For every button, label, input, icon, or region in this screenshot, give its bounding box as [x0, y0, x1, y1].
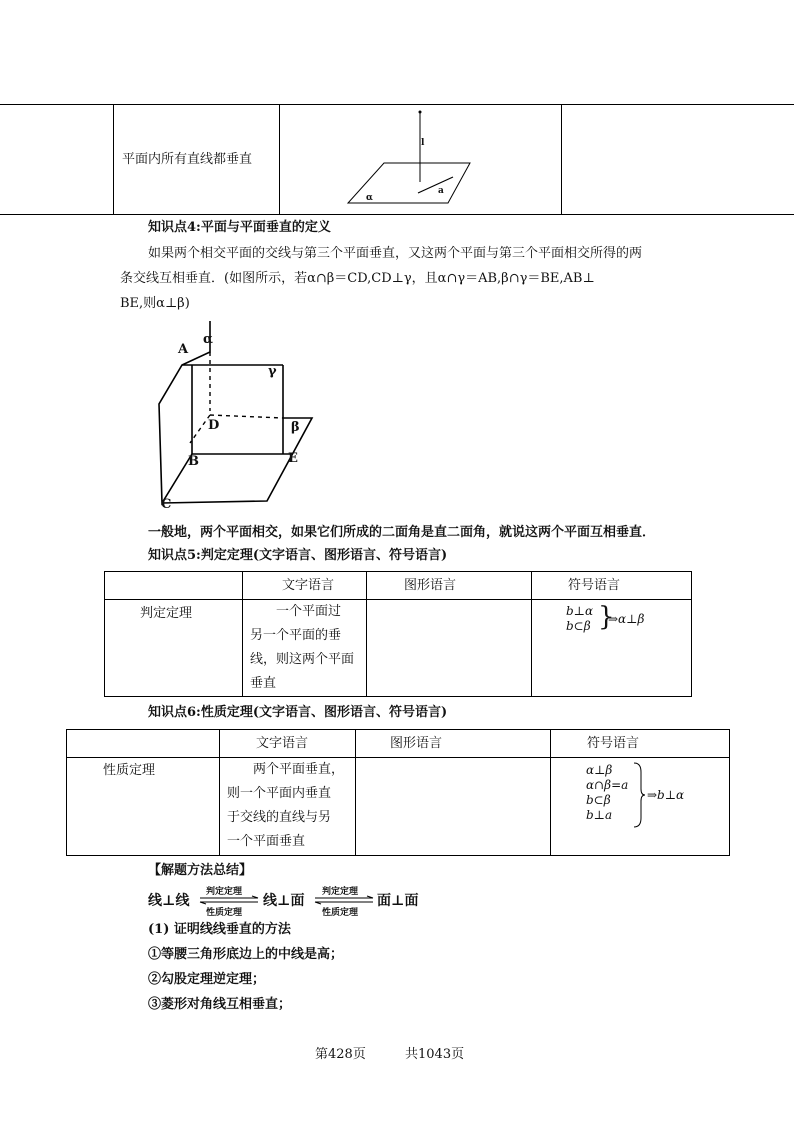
table-row-label: 性质定理 — [103, 763, 156, 778]
fig-label-E: E — [288, 451, 298, 466]
symbol-expression: α⊥β α∩β=a b⊂β b⊥a — [586, 763, 629, 822]
fig-label-beta: β — [291, 420, 300, 435]
arrow-label-bottom: 性质定理 — [206, 908, 243, 918]
fig-label-C: C — [161, 497, 172, 512]
table-header-symbol: 符号语言 — [568, 578, 621, 593]
chain-term: 线⊥面 — [263, 893, 305, 909]
table-row-divider — [104, 599, 692, 600]
fig-label-gamma: γ — [268, 364, 277, 379]
symbol-result: ⇒α⊥β — [608, 612, 645, 626]
table-cell-text: 一个平面过 另一个平面的垂 线，则这两个平面 垂直 — [250, 604, 355, 691]
double-arrow-icon — [313, 896, 375, 904]
paragraph-line: BE,则α⊥β) — [120, 296, 190, 311]
table-col-divider — [531, 571, 532, 697]
symbol-result: ⇒b⊥α — [647, 788, 685, 802]
top-table-cell-text: 平面内所有直线都垂直 — [122, 152, 253, 167]
fig-label-B: B — [188, 454, 199, 469]
method-sub-heading: (1) 证明线线垂直的方法 — [148, 922, 291, 937]
paragraph-line: 条交线互相垂直．(如图所示，若α∩β＝CD,CD⊥γ，且α∩γ＝AB,β∩γ＝BE,AB⊥ — [120, 271, 595, 286]
fig-label-l: l — [421, 138, 425, 148]
table-header-figure: 图形语言 — [390, 736, 443, 751]
brace: } — [598, 602, 615, 632]
table-col-divider — [550, 729, 551, 856]
table-divider — [113, 104, 114, 215]
table-row-label: 判定定理 — [140, 606, 193, 621]
method-item: ①等腰三角形底边上的中线是高； — [148, 947, 344, 962]
summary-text: 一般地，两个平面相交，如果它们所成的二面角是直二面角，就说这两个平面互相垂直． — [148, 525, 656, 540]
fig-label-alpha: α — [366, 193, 373, 203]
arrow-label-top: 判定定理 — [322, 887, 359, 897]
method-item: ③菱形对角线互相垂直； — [148, 997, 292, 1012]
table-col-divider — [242, 571, 243, 697]
method-item: ②勾股定理逆定理； — [148, 972, 266, 987]
chain-term: 线⊥线 — [148, 893, 190, 909]
fig-label-alpha: α — [203, 332, 214, 347]
page-number: 第428页 — [315, 1047, 366, 1062]
table-header-symbol: 符号语言 — [587, 736, 640, 751]
table-header-text: 文字语言 — [282, 578, 335, 593]
paragraph-line: 如果两个相交平面的交线与第三个平面垂直，又这两个平面与第三个平面相交所得的两 — [148, 246, 643, 261]
table-divider — [561, 104, 562, 215]
table-row-divider — [66, 757, 730, 758]
section-heading-k5: 知识点5:判定定理(文字语言、图形语言、符号语言) — [148, 548, 448, 563]
method-heading: 【解题方法总结】 — [148, 863, 253, 878]
table-header-text: 文字语言 — [256, 736, 309, 751]
section-heading-k6: 知识点6:性质定理(文字语言、图形语言、符号语言) — [148, 705, 448, 720]
fig-label-A: A — [178, 342, 189, 357]
page-total: 共1043页 — [405, 1047, 465, 1062]
brace — [633, 762, 645, 828]
line-plane-figure — [340, 108, 480, 208]
table-cell-text: 两个平面垂直， 则一个平面内垂直 于交线的直线与另 一个平面垂直 — [227, 762, 345, 849]
fig-label-D: D — [208, 418, 220, 433]
arrow-label-bottom: 性质定理 — [322, 908, 359, 918]
fig-label-a: a — [438, 186, 444, 196]
section-heading-k4: 知识点4:平面与平面垂直的定义 — [148, 220, 331, 235]
table-col-divider — [355, 729, 356, 856]
double-arrow-icon — [198, 896, 260, 904]
table-col-divider — [219, 729, 220, 856]
arrow-label-top: 判定定理 — [206, 887, 243, 897]
symbol-expression: b⊥α b⊂β — [566, 604, 594, 633]
table-col-divider — [366, 571, 367, 697]
table-top-border — [0, 104, 794, 105]
chain-term: 面⊥面 — [377, 893, 419, 909]
perpendicular-planes-figure — [150, 315, 330, 515]
table-bottom-border — [0, 214, 794, 215]
table-divider — [279, 104, 280, 215]
table-header-figure: 图形语言 — [404, 578, 457, 593]
